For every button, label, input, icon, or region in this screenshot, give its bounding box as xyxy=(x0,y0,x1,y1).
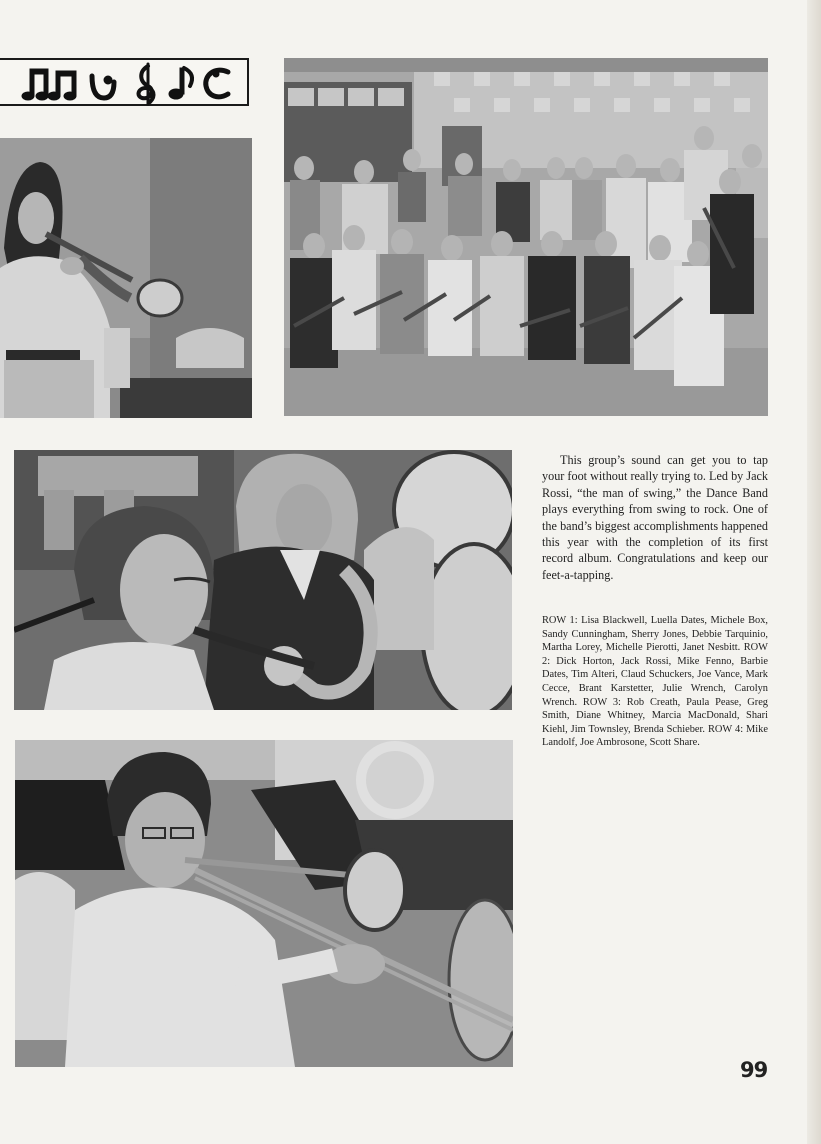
dance-band-group-photo xyxy=(284,58,768,416)
page-edge xyxy=(807,0,821,1144)
names-list: ROW 1: Lisa Blackwell, Luella Dates, Michele Box, Sandy Cunningham, Sherry Jones, Debbie Tarquinio, Martha Lorey, Michelle Pierotti, Janet Nesbitt. ROW 2: Dick Horton, Jack Rossi, Mike Fenno, Barbie Dates, Tim Alteri, Claud Schuckers, Joe Vance, Mark Cecce, Brant Karstetter, Julie Wrench, Carolyn Wrench. ROW 3: Rob Creath, Paula Pease, Greg Smith, Diane Whitney, Marcia MacDonald, Shari Kiehl, Jim Townsley, Brenda Schieber. ROW 4: Mike Landolf, Joe Ambrosone, Scott Share. xyxy=(542,615,768,749)
section-title xyxy=(0,58,249,106)
trombone-player-photo xyxy=(15,740,513,1067)
page-number: 99 xyxy=(740,1058,768,1082)
trumpet-player-photo xyxy=(0,138,252,418)
saxophone-players-photo xyxy=(14,450,512,710)
caption-paragraph: This group’s sound can get you to tap your foot without really trying to. Led by Jack Rossi, “the man of swing,” the Dance Band plays everything from swing to rock. One of the band’s biggest accomplishments happened this year with the completion of its first record album. Congratulations and keep our feet-a-tapping. xyxy=(542,453,768,582)
music-title-logo xyxy=(0,60,249,108)
